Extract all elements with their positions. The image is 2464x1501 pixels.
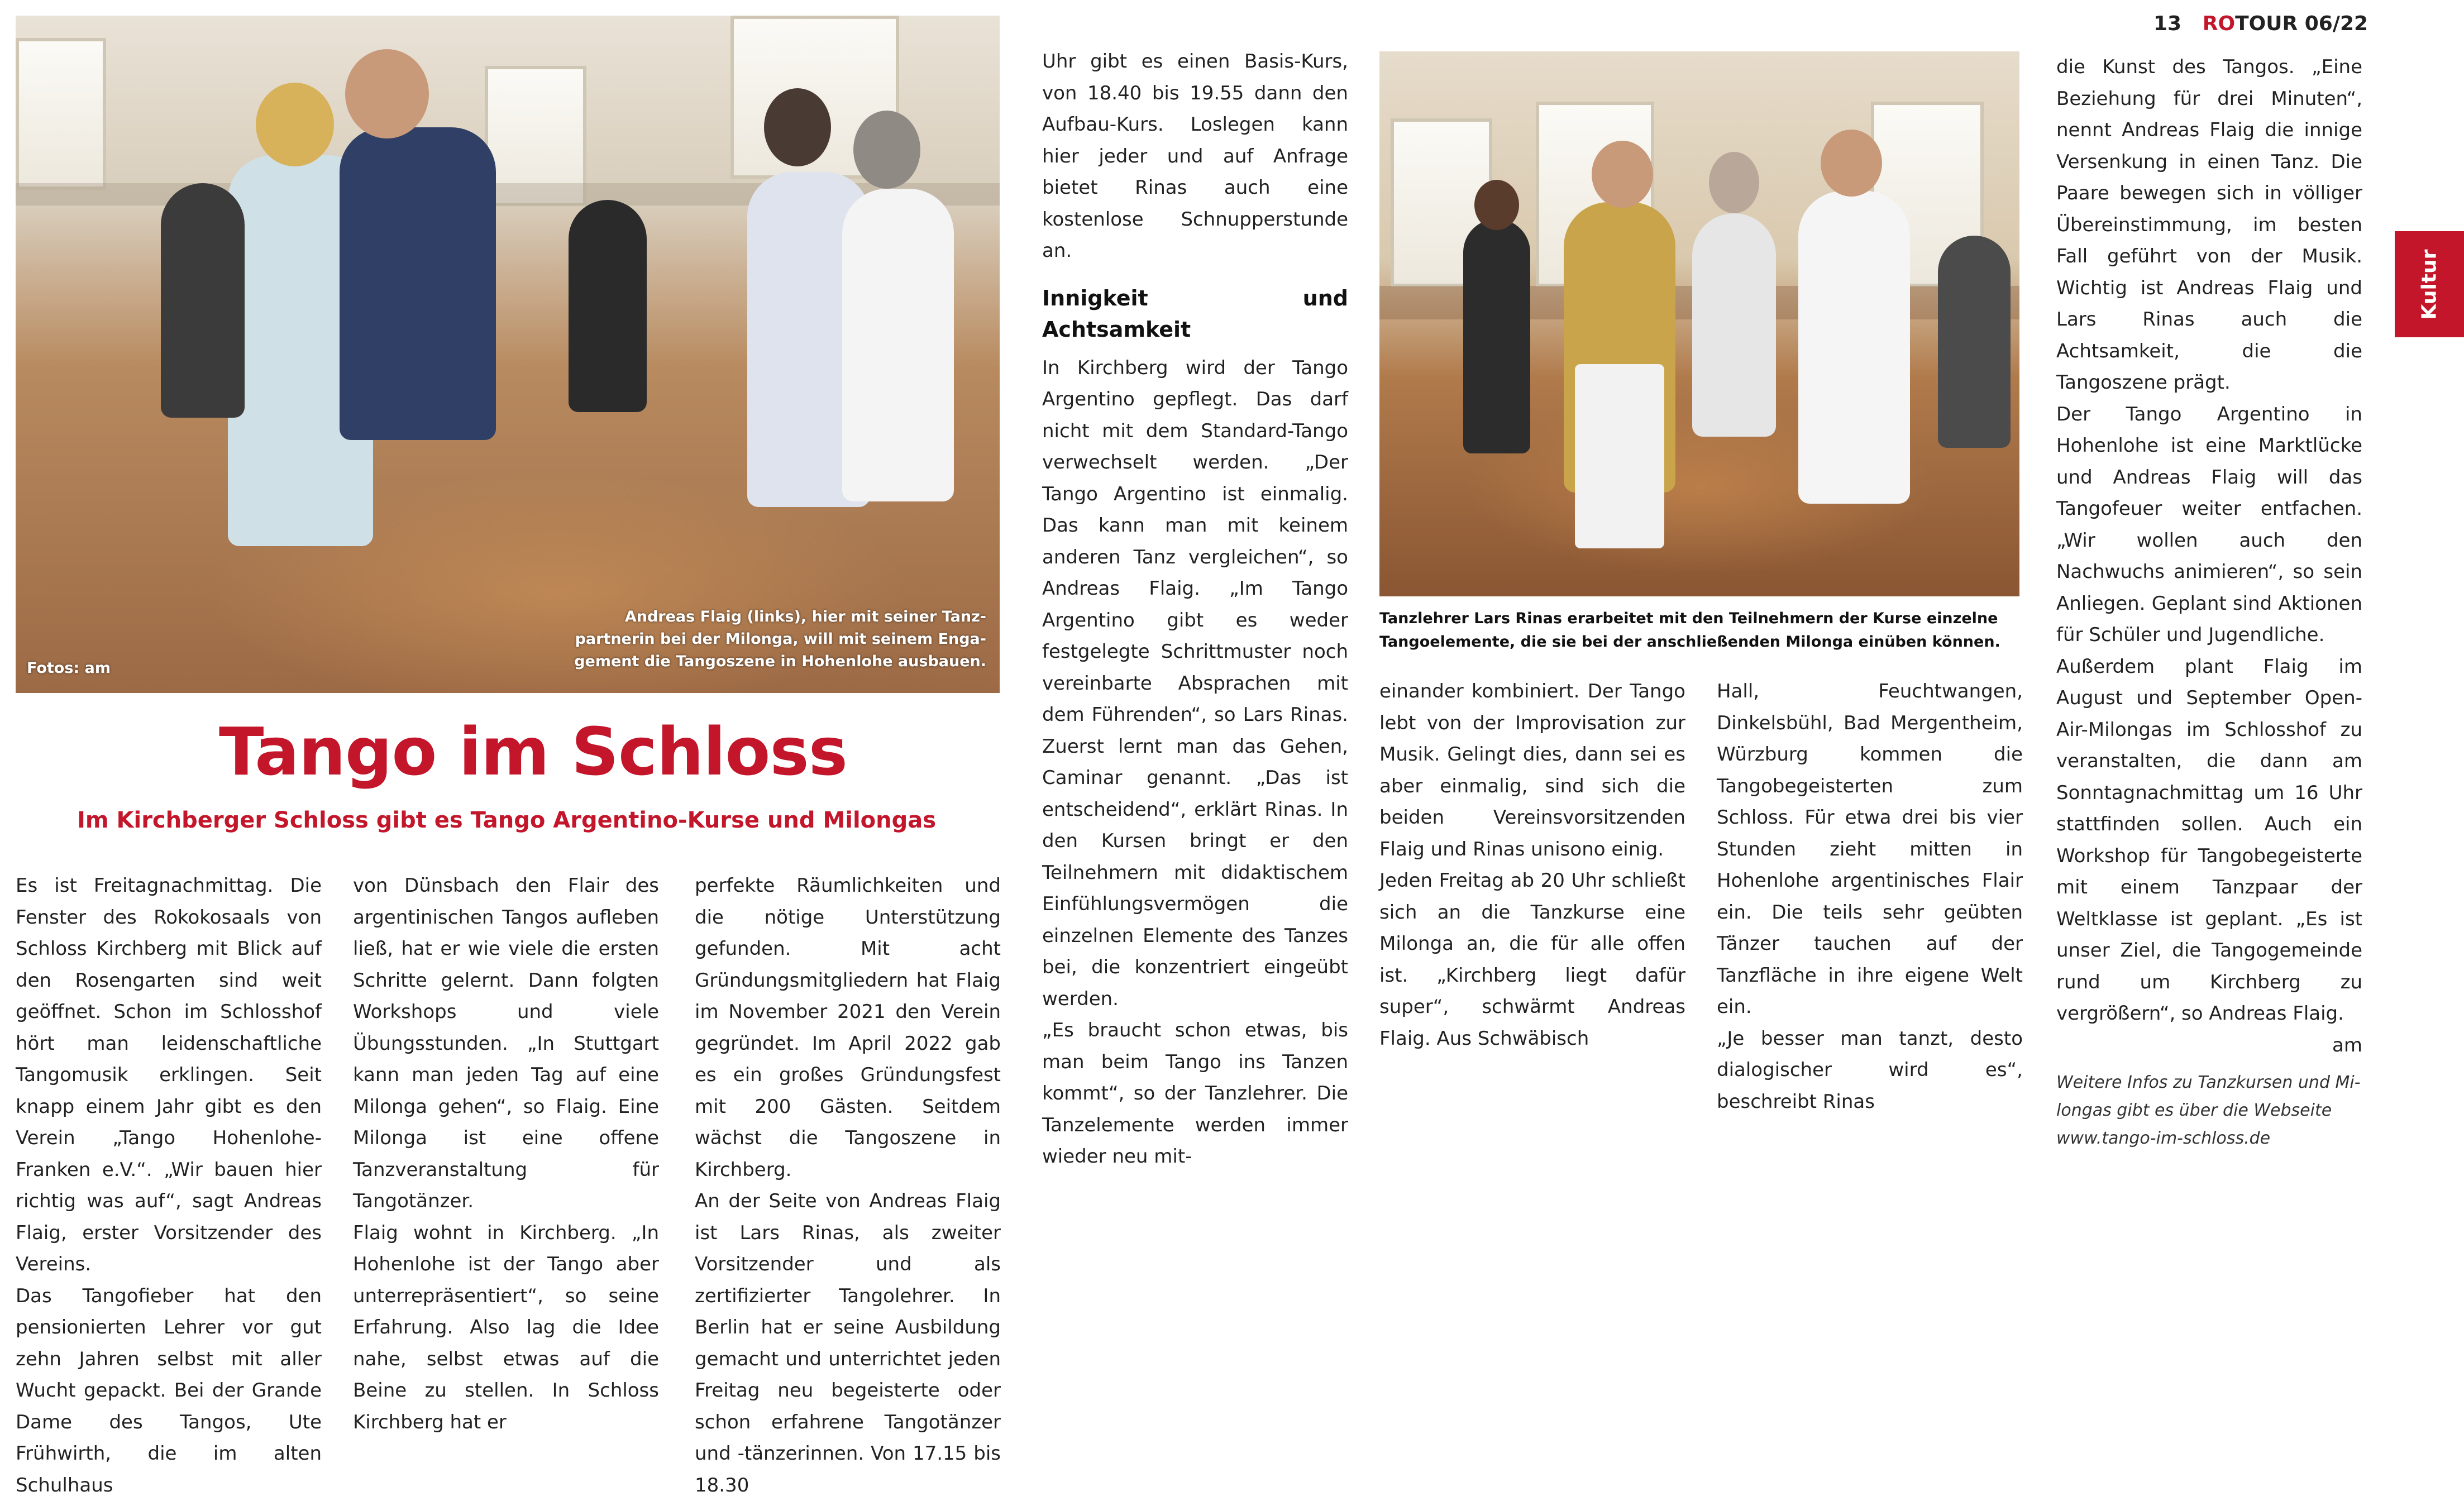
section-heading: Innigkeit und Achtsamkeit: [1042, 283, 1348, 346]
paragraph: die Kunst des Tangos. „Eine Beziehung für drei Minuten“, nennt Andreas Flaig die innige Versenkung in einen Tanz. Die Paare bewegen sich in völliger Übereinstimmung, im besten Fall geführt von der Musik. Wichtig ist Andreas Flaig und Lars Rinas auch die Achtsamkeit, die die Tangoszene prägt.: [2056, 51, 2362, 399]
photo2-caption-line: Tanzlehrer Lars Rinas erarbeitet mit den Teilnehmern der Kurse einzelne: [1379, 607, 2027, 630]
article-headline: Tango im Schloss: [219, 719, 847, 785]
article-column-2: [353, 870, 659, 1438]
section-tab: [2395, 231, 2464, 337]
paragraph: „Je besser man tanzt, desto dialogischer wird es“, beschreibt Rinas: [1717, 1023, 2023, 1118]
paragraph: Uhr gibt es einen Basis-Kurs, von 18.40 bis 19.55 dann den Aufbau-Kurs. Loslegen kann hier jeder und auf Anfrage bietet Rinas auch eine kostenlose Schnupperstunde an.: [1042, 46, 1348, 267]
paragraph: In Kirchberg wird der Tango Argentino gepflegt. Das darf nicht mit dem Standard-Tango verwechselt werden. „Der Tango Argentino ist einmalig. Das kann man mit keinem anderen Tanz vergleichen“, so Andreas Flaig. „Im Tango Argentino gibt es weder festgelegte Schrittmuster noch vereinbarte Absprachen mit dem Führenden“, so Lars Rinas. Zuerst lernt man das Gehen, Caminar genannt. „Das ist entscheidend“, erklärt Rinas. In den Kursen bringt er den Teilnehmern mit didaktischem Einfühlungsvermögen die einzelnen Elemente des Tanzes bei, die konzentriert eingeübt werden.: [1042, 352, 1348, 1015]
photo1-caption-line: partnerin bei der Milonga, will mit seinem Enga-: [539, 628, 986, 651]
article-column-1: [16, 870, 322, 1501]
photo1-caption: [539, 606, 986, 673]
paragraph: Es ist Freitagnachmittag. Die Fenster des Rokokosaals von Schloss Kirchberg mit Blick auf den Rosengarten sind weit geöffnet. Schon im Schlosshof hört man leidenschaftliche Tangomusik erklingen. Seit knapp einem Jahr gibt es den Verein „Tango Hohenlohe-Franken e.V.“. „Wir bauen hier richtig was auf“, sagt Andreas Flaig, erster Vorsitzender des Vereins.: [16, 870, 322, 1280]
info-note: [2056, 1069, 2362, 1153]
article-column-7: [2056, 51, 2362, 1153]
website-link[interactable]: www.tango-im-schloss.de: [2056, 1125, 2362, 1153]
photo1-caption-line: gement die Tangoszene in Hohenlohe ausbauen.: [539, 651, 986, 673]
section-tab-label: Kultur: [2418, 249, 2441, 319]
article-column-6: [1717, 676, 2023, 1117]
article-column-5: [1379, 676, 1685, 1054]
paragraph: einander kombiniert. Der Tango lebt von der Improvisation zur Musik. Gelingt dies, dann sei es aber einmalig, sind sich die beiden Vereinsvorsitzenden Flaig und Rinas unisono einig.: [1379, 676, 1685, 865]
magazine-brand-ro: RO: [2203, 12, 2235, 35]
paragraph: Hall, Feuchtwangen, Dinkelsbühl, Bad Mergentheim, Würzburg kommen die Tangobegeisterten zum Schloss. Für etwa drei bis vier Stunden zieht mitten in Hohenlohe argentinisches Flair ein. Die teils sehr geübten Tänzer tauchen auf der Tanzfläche in ihre eigene Welt ein.: [1717, 676, 2023, 1023]
photo-tango-lesson: [1379, 51, 2019, 596]
photo1-caption-line: Andreas Flaig (links), hier mit seiner Tanz-: [539, 606, 986, 628]
paragraph: Außerdem plant Flaig im August und September Open-Air-Milongas im Schlosshof zu veranstalten, die dann am Sonntagnachmittag um 16 Uhr stattfinden sollen. Auch ein Workshop für Tangobegeisterte mit einem Tanzpaar der Weltklasse ist geplant. „Es ist unser Ziel, die Tangogemeinde rund um Kirchberg zu vergrößern“, so Andreas Flaig.: [2056, 651, 2362, 1030]
paragraph: Der Tango Argentino in Hohenlohe ist eine Marktlücke und Andreas Flaig will das Tangofeuer weiter entfachen. „Wir wollen auch den Nachwuchs animieren“, so sein Anliegen. Geplant sind Aktionen für Schüler und Jugendliche.: [2056, 399, 2362, 651]
paragraph: Jeden Freitag ab 20 Uhr schließt sich an die Tanzkurse eine Milonga an, die für alle offen ist. „Kirchberg liegt dafür super“, schwärmt Andreas Flaig. Aus Schwäbisch: [1379, 865, 1685, 1054]
photo2-caption-line: Tangoelemente, die sie bei der anschließenden Milonga einüben können.: [1379, 630, 2027, 654]
paragraph: perfekte Räumlichkeiten und die nötige Unterstützung gefunden. Mit acht Gründungsmitgliedern hat Flaig im November 2021 den Verein gegründet. Im April 2022 gab es ein großes Gründungsfest mit 200 Gästen. Seitdem wächst die Tangoszene in Kirchberg.: [695, 870, 1001, 1185]
info-note-line: Weitere Infos zu Tanzkursen und Mi-: [2056, 1069, 2362, 1097]
article-column-3: [695, 870, 1001, 1501]
paragraph: Das Tangofieber hat den pensionierten Lehrer vor gut zehn Jahren selbst mit aller Wucht gepackt. Bei der Grande Dame des Tangos, Ute Frühwirth, die im alten Schulhaus: [16, 1280, 322, 1501]
article-subheadline: Im Kirchberger Schloss gibt es Tango Argentino-Kurse und Milongas: [77, 807, 936, 833]
paragraph: Flaig wohnt in Kirchberg. „In Hohenlohe ist der Tango aber unterrepräsentiert“, so seine Erfahrung. Also lag die Idee nahe, selbst etwas auf die Beine zu stellen. In Schloss Kirchberg hat er: [353, 1217, 659, 1438]
photo2-caption: [1379, 607, 2027, 654]
author-signature: am: [2056, 1030, 2362, 1062]
info-note-line: longas gibt es über die Webseite: [2056, 1097, 2362, 1125]
magazine-brand-issue: TOUR 06/22: [2235, 12, 2368, 35]
photo-dancers-milonga: [16, 16, 1000, 693]
article-column-4: [1042, 46, 1348, 1173]
paragraph: An der Seite von Andreas Flaig ist Lars Rinas, als zweiter Vorsitzender und als zertifizierter Tangolehrer. In Berlin hat er seine Ausbildung gemacht und unterrichtet jeden Freitag neu begeisterte oder schon erfahrene Tangotänzer und -tänzerinnen. Von 17.15 bis 18.30: [695, 1185, 1001, 1501]
page-header: [2153, 12, 2368, 35]
paragraph: von Dünsbach den Flair des argentinischen Tangos aufleben ließ, hat er wie viele die ersten Schritte gelernt. Dann folgten Workshops und viele Übungsstunden. „In Stuttgart kann man jeden Tag auf eine Milonga gehen“, so Flaig. Eine Milonga ist eine offene Tanzveranstaltung für Tangotänzer.: [353, 870, 659, 1217]
paragraph: „Es braucht schon etwas, bis man beim Tango ins Tanzen kommt“, so der Tanzlehrer. Die Tanzelemente werden immer wieder neu mit-: [1042, 1015, 1348, 1173]
page-number: 13: [2153, 12, 2181, 35]
photo-credit: Fotos: am: [27, 659, 111, 677]
